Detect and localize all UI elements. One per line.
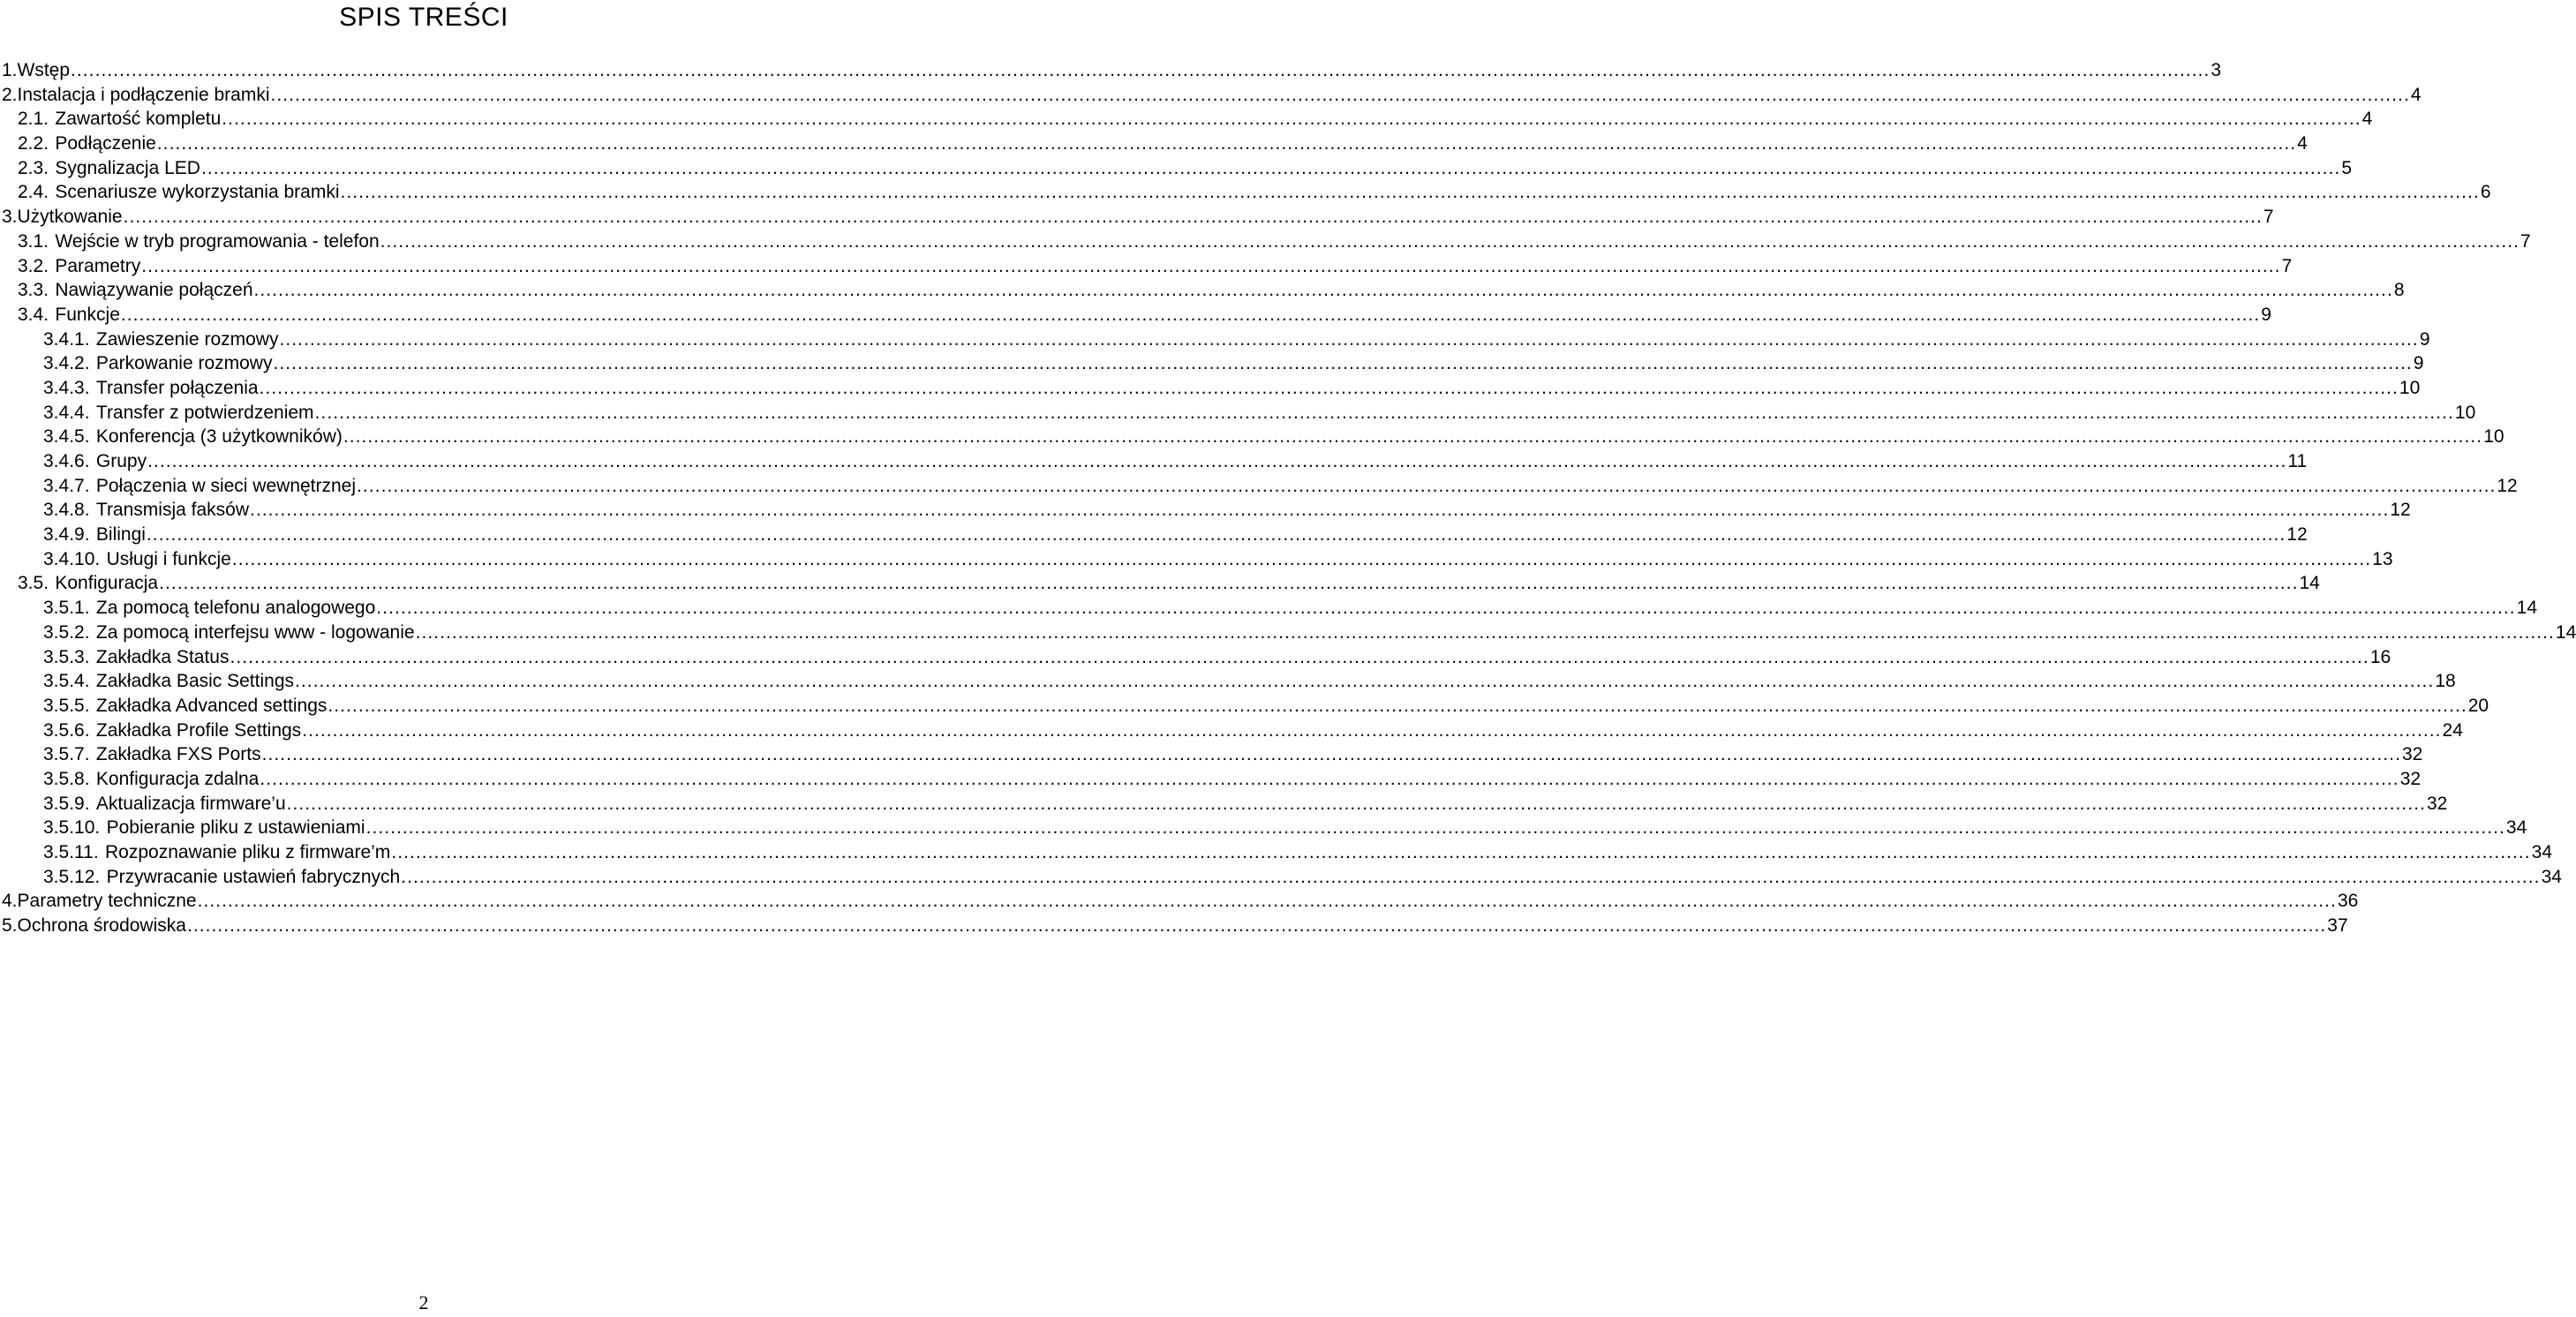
- dot-leader: [366, 816, 2505, 840]
- toc-entry[interactable]: [0, 303, 2271, 327]
- toc-entry-page: 9: [2261, 304, 2271, 325]
- dot-leader: [232, 547, 2371, 572]
- toc-entry-page: 12: [2390, 500, 2411, 521]
- toc-entry-label: [43, 449, 147, 474]
- toc-entry-page: 37: [2327, 915, 2348, 937]
- toc-entry[interactable]: [0, 230, 2531, 254]
- page-title: SPIS TREŚCI: [339, 3, 508, 32]
- toc-entry-number: 3.3.: [18, 280, 49, 301]
- toc-entry[interactable]: [0, 376, 2421, 401]
- toc-entry-title: Nawiązywanie połączeń: [55, 280, 253, 301]
- toc-entry-page: 13: [2372, 548, 2393, 569]
- dot-leader: [328, 694, 2467, 719]
- toc-entry[interactable]: [0, 596, 2537, 621]
- toc-entry-label: [2, 205, 123, 230]
- toc-entry-label: [43, 523, 146, 547]
- dot-leader: [341, 180, 2480, 205]
- toc-entry-page: 36: [2337, 891, 2359, 912]
- toc-entry-number: 3.4.: [18, 304, 49, 325]
- toc-entry[interactable]: [0, 621, 2576, 645]
- toc-entry-label: [43, 498, 249, 523]
- dot-leader: [287, 792, 2426, 817]
- toc-entry-page: 24: [2442, 719, 2463, 741]
- toc-entry-title: Przywracanie ustawień fabrycznych: [106, 866, 401, 887]
- dot-leader: [302, 719, 2441, 743]
- toc-entry[interactable]: [0, 278, 2405, 303]
- dot-leader: [295, 669, 2434, 694]
- toc-entry[interactable]: [0, 889, 2359, 914]
- toc-entry-label: [18, 230, 380, 254]
- dot-leader: [250, 498, 2389, 523]
- dot-leader: [141, 254, 2280, 279]
- toc-entry-number: 3.4.10.: [43, 548, 101, 569]
- toc-entry-page: 6: [2480, 182, 2491, 203]
- toc-entry-number: 3.5.10.: [43, 817, 101, 839]
- toc-entry-page: 12: [2497, 475, 2518, 496]
- dot-leader: [262, 742, 2401, 767]
- dot-leader: [380, 230, 2520, 254]
- toc-entry-title: Funkcje: [55, 304, 120, 325]
- toc-entry-label: [18, 254, 140, 279]
- dot-leader: [376, 596, 2515, 621]
- toc-entry-number: 3.5.9.: [43, 793, 90, 814]
- toc-entry-page: 8: [2393, 280, 2405, 301]
- toc-entry[interactable]: [0, 742, 2423, 767]
- toc-entry-title: Zawieszenie rozmowy: [95, 328, 279, 350]
- toc-entry-label: [43, 327, 278, 352]
- toc-entry[interactable]: [0, 523, 2308, 547]
- dot-leader: [230, 645, 2369, 670]
- toc-entry[interactable]: [0, 474, 2518, 499]
- toc-entry-title: Grupy: [95, 451, 147, 471]
- toc-entry-page: 14: [2555, 621, 2576, 643]
- toc-entry-number: 3.5.2.: [43, 621, 90, 643]
- toc-entry-number: 3.5.11.: [43, 842, 99, 862]
- toc-entry-title: Sygnalizacja LED: [55, 157, 200, 178]
- dot-leader: [198, 889, 2337, 914]
- toc-entry-title: Scenariusze wykorzystania bramki: [55, 182, 340, 203]
- toc-entry-page: 4: [2361, 109, 2373, 130]
- toc-entry-number: 3.5.4.: [43, 671, 90, 692]
- dot-leader: [254, 278, 2393, 303]
- toc-entry-page: 10: [2399, 377, 2421, 398]
- toc-entry-title: Za pomocą interfejsu www - logowanie: [95, 621, 415, 643]
- toc-entry[interactable]: [0, 840, 2553, 865]
- dot-leader: [147, 449, 2286, 474]
- toc-entry[interactable]: [0, 205, 2274, 230]
- dot-leader: [159, 571, 2298, 596]
- toc-entry[interactable]: [0, 83, 2422, 108]
- toc-entry[interactable]: [0, 156, 2352, 181]
- toc-entry-number: 5.: [2, 915, 18, 937]
- dot-leader: [343, 425, 2482, 449]
- toc-entry-number: 3.4.6.: [43, 451, 90, 471]
- toc-entry-title: Transfer połączenia: [95, 377, 259, 398]
- dot-leader: [147, 523, 2286, 547]
- toc-entry-page: 5: [2341, 157, 2352, 178]
- toc-entry[interactable]: [0, 107, 2373, 132]
- toc-entry[interactable]: [0, 58, 2222, 83]
- toc-entry-label: [18, 132, 156, 156]
- dot-leader: [391, 840, 2530, 865]
- toc-entry[interactable]: [0, 571, 2320, 596]
- toc-entry-title: Konfiguracja: [55, 573, 159, 594]
- toc-entry-title: Parametry: [55, 255, 141, 276]
- toc-entry-label: [43, 767, 259, 792]
- toc-entry[interactable]: [0, 449, 2308, 474]
- toc-entry[interactable]: [0, 792, 2448, 817]
- toc-entry-label: [43, 669, 294, 694]
- table-of-contents: [0, 58, 2576, 938]
- toc-entry-number: 3.: [2, 207, 18, 228]
- toc-entry-label: [43, 621, 415, 645]
- toc-entry-label: [43, 840, 390, 865]
- toc-entry-label: [43, 792, 286, 817]
- toc-entry-title: Aktualizacja firmware’u: [95, 793, 286, 814]
- toc-entry-title: Połączenia w sieci wewnętrznej: [95, 475, 357, 496]
- toc-entry[interactable]: [0, 719, 2463, 743]
- toc-entry-title: Wstęp: [17, 60, 71, 80]
- toc-entry-title: Transfer z potwierdzeniem: [95, 402, 314, 423]
- dot-leader: [315, 401, 2454, 425]
- toc-entry-label: [43, 694, 327, 719]
- toc-entry-number: 2.1.: [18, 109, 49, 130]
- toc-entry-title: Konfiguracja zdalna: [95, 768, 260, 789]
- toc-entry-label: [43, 376, 259, 401]
- toc-entry-title: Parkowanie rozmowy: [95, 353, 273, 374]
- toc-entry[interactable]: [0, 498, 2411, 523]
- toc-entry-title: Ochrona środowiska: [17, 915, 186, 937]
- toc-entry-number: 3.5.5.: [43, 695, 90, 716]
- toc-entry-number: 3.4.7.: [43, 475, 90, 496]
- dot-leader: [260, 376, 2399, 401]
- toc-entry-number: 3.4.8.: [43, 500, 90, 521]
- toc-entry-title: Podłączenie: [55, 133, 156, 154]
- toc-entry-page: 10: [2454, 402, 2476, 423]
- toc-entry-label: [18, 107, 221, 132]
- toc-entry-title: Zakładka FXS Ports: [95, 744, 261, 765]
- toc-entry[interactable]: [0, 914, 2348, 938]
- dot-leader: [401, 865, 2540, 890]
- dot-leader: [271, 83, 2410, 108]
- toc-entry-label: [43, 425, 343, 449]
- toc-entry-title: Usługi i funkcje: [106, 548, 231, 569]
- toc-entry-label: [43, 401, 314, 425]
- dot-leader: [260, 767, 2399, 792]
- toc-entry-page: 3: [2211, 60, 2222, 80]
- toc-entry-number: 3.5.8.: [43, 768, 90, 789]
- toc-entry-label: [18, 156, 200, 181]
- dot-leader: [357, 474, 2496, 499]
- toc-entry-number: 3.4.1.: [43, 328, 90, 350]
- toc-entry[interactable]: [0, 865, 2562, 890]
- toc-entry-label: [18, 180, 340, 205]
- toc-entry-page: 32: [2401, 744, 2423, 765]
- toc-entry-number: 3.4.9.: [43, 524, 90, 546]
- toc-entry[interactable]: [0, 254, 2293, 279]
- toc-entry-number: 3.4.3.: [43, 377, 90, 398]
- toc-entry-label: [18, 571, 158, 596]
- toc-entry[interactable]: [0, 132, 2308, 156]
- toc-entry-label: [2, 83, 270, 108]
- toc-entry-page: 34: [2505, 817, 2527, 839]
- toc-entry[interactable]: [0, 425, 2504, 449]
- toc-entry-number: 3.5.6.: [43, 719, 90, 741]
- toc-entry-number: 3.4.2.: [43, 353, 90, 374]
- toc-entry-title: Konferencja (3 użytkowników): [95, 426, 343, 448]
- toc-entry-title: Zawartość kompletu: [55, 109, 222, 130]
- toc-entry-title: Bilingi: [95, 524, 146, 546]
- toc-entry-page: 18: [2435, 671, 2456, 692]
- toc-entry-page: 7: [2520, 230, 2531, 252]
- toc-entry[interactable]: [0, 694, 2489, 719]
- toc-entry[interactable]: [0, 180, 2491, 205]
- toc-entry-page: 4: [2297, 133, 2308, 154]
- toc-entry-number: 2.: [2, 84, 18, 105]
- toc-entry[interactable]: [0, 351, 2424, 376]
- toc-entry-number: 3.1.: [18, 230, 49, 252]
- toc-entry-page: 7: [2263, 207, 2274, 228]
- toc-entry-title: Zakładka Status: [95, 646, 230, 667]
- dot-leader: [71, 58, 2210, 83]
- dot-leader: [416, 621, 2555, 645]
- toc-entry-label: [43, 742, 261, 767]
- toc-entry-page: 7: [2281, 255, 2293, 276]
- toc-entry[interactable]: [0, 816, 2527, 840]
- toc-entry-title: Parametry techniczne: [17, 891, 197, 912]
- toc-entry[interactable]: [0, 547, 2393, 572]
- toc-entry-number: 3.5.7.: [43, 744, 90, 765]
- toc-entry-title: Zakładka Advanced settings: [95, 695, 328, 716]
- dot-leader: [222, 107, 2361, 132]
- toc-entry[interactable]: [0, 669, 2456, 694]
- dot-leader: [124, 205, 2263, 230]
- toc-entry-label: [43, 719, 301, 743]
- toc-entry-label: [2, 914, 186, 938]
- dot-leader: [187, 914, 2326, 938]
- toc-entry-number: 2.4.: [18, 182, 49, 203]
- toc-entry-label: [43, 865, 400, 890]
- dot-leader: [157, 132, 2296, 156]
- toc-entry-page: 34: [2541, 866, 2562, 887]
- toc-entry-title: Transmisja faksów: [95, 500, 249, 521]
- toc-entry-label: [43, 645, 229, 670]
- toc-entry-page: 14: [2516, 598, 2537, 619]
- toc-entry-page: 9: [2413, 353, 2424, 374]
- toc-entry-title: Rozpoznawanie pliku z firmware’m: [105, 842, 391, 862]
- dot-leader: [121, 303, 2260, 327]
- toc-entry-page: 34: [2531, 842, 2553, 862]
- toc-entry-number: 1.: [2, 60, 18, 80]
- toc-entry-page: 32: [2399, 768, 2422, 789]
- toc-entry-number: 2.2.: [18, 133, 49, 154]
- toc-entry-page: 16: [2369, 646, 2391, 667]
- toc-entry-label: [43, 816, 365, 840]
- toc-entry-title: Wejście w tryb programowania - telefon: [55, 230, 380, 252]
- toc-entry-number: 3.5.3.: [43, 646, 90, 667]
- toc-entry-number: 3.5.1.: [43, 598, 90, 619]
- toc-entry-number: 3.4.5.: [43, 426, 90, 448]
- toc-entry-title: Zakładka Profile Settings: [95, 719, 302, 741]
- toc-entry-number: 4.: [2, 891, 18, 912]
- dot-leader: [279, 327, 2418, 352]
- toc-entry-page: 12: [2286, 524, 2308, 546]
- toc-entry-label: [2, 58, 70, 83]
- toc-entry-number: 3.2.: [18, 255, 49, 276]
- toc-entry-number: 2.3.: [18, 157, 49, 178]
- dot-leader: [273, 351, 2412, 376]
- toc-entry-number: 3.5.: [18, 573, 49, 594]
- toc-entry[interactable]: [0, 645, 2391, 670]
- page-number: 2: [418, 1291, 429, 1313]
- toc-entry-title: Za pomocą telefonu analogowego: [95, 598, 376, 619]
- toc-entry-page: 9: [2419, 328, 2430, 350]
- toc-entry-label: [43, 547, 231, 572]
- toc-entry-number: 3.4.4.: [43, 402, 90, 423]
- toc-entry-page: 11: [2287, 451, 2308, 471]
- dot-leader: [201, 156, 2340, 181]
- toc-entry[interactable]: [0, 767, 2422, 792]
- toc-entry-title: Pobieranie pliku z ustawieniami: [106, 817, 365, 839]
- toc-entry-page: 4: [2410, 84, 2422, 105]
- toc-entry-label: [43, 351, 272, 376]
- toc-entry-title: Instalacja i podłączenie bramki: [17, 84, 270, 105]
- toc-entry-page: 10: [2483, 426, 2504, 448]
- toc-entry-page: 20: [2467, 695, 2489, 716]
- toc-entry-page: 32: [2426, 793, 2448, 814]
- toc-entry-page: 14: [2299, 573, 2320, 594]
- toc-entry[interactable]: [0, 327, 2430, 352]
- toc-entry[interactable]: [0, 401, 2476, 425]
- toc-entry-title: Zakładka Basic Settings: [95, 671, 294, 692]
- toc-entry-label: [43, 474, 356, 499]
- toc-entry-label: [43, 596, 375, 621]
- toc-entry-number: 3.5.12.: [43, 866, 101, 887]
- toc-entry-label: [2, 889, 197, 914]
- toc-entry-title: Użytkowanie: [17, 207, 123, 228]
- toc-entry-label: [18, 278, 253, 303]
- toc-entry-label: [18, 303, 120, 327]
